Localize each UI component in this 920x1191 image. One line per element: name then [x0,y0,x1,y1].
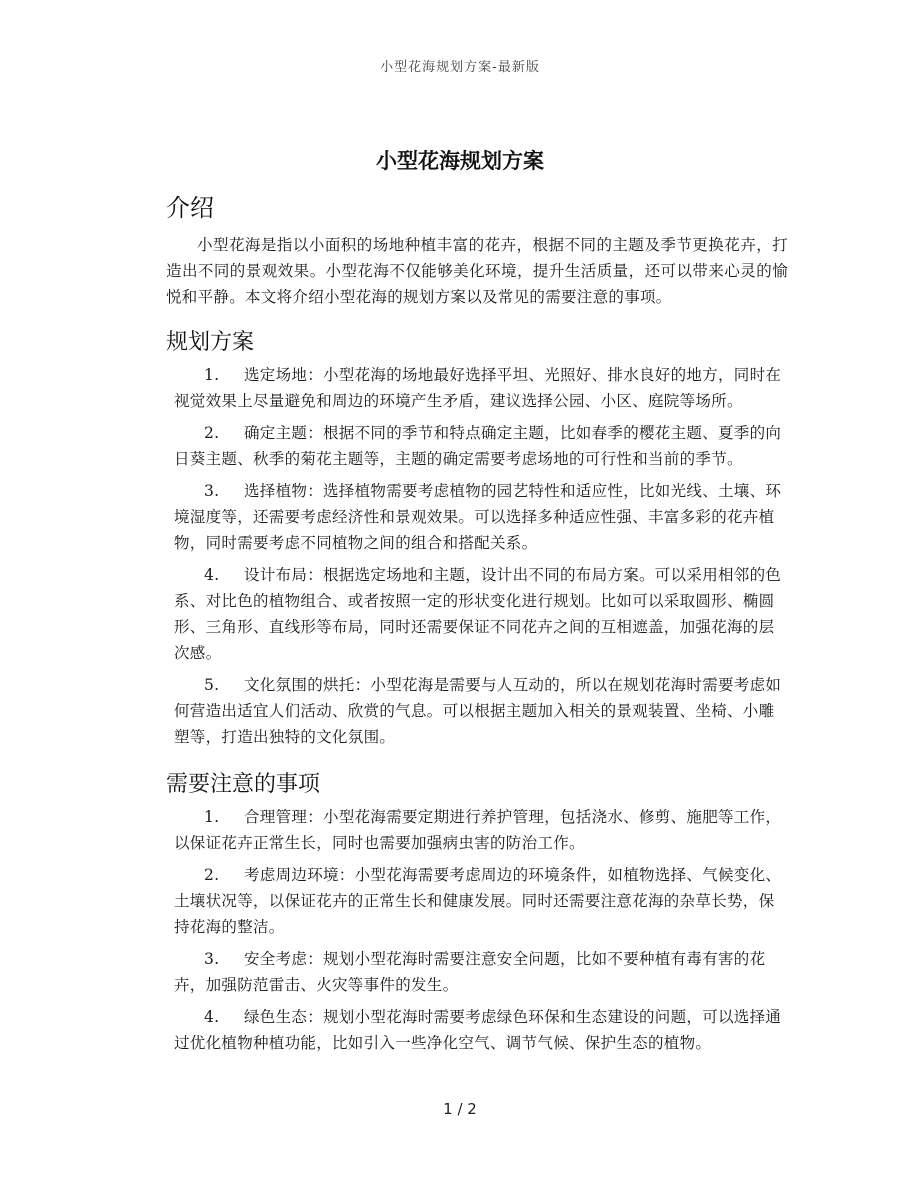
list-text: 确定主题：根据不同的季节和特点确定主题，比如春季的樱花主题、夏季的向日葵主题、秋季的菊花主题等，主题的确定需要考虑场地的可行性和当前的季节。 [174,424,782,468]
list-number: 3. [204,482,220,500]
list-item [174,420,788,472]
list-number: 3. [204,950,220,968]
list-item [174,1004,788,1056]
list-text: 考虑周边环境：小型花海需要考虑周边的环境条件，如植物选择、气候变化、土壤状况等，以保证花卉的正常生长和健康发展。同时还需要注意花海的杂草长势，保持花海的整洁。 [174,866,782,936]
list-text: 合理管理：小型花海需要定期进行养护管理，包括浇水、修剪、施肥等工作，以保证花卉正常生长，同时也需要加强病虫害的防治工作。 [174,808,782,852]
list-text: 文化氛围的烘托：小型花海是需要与人互动的，所以在规划花海时需要考虑如何营造出适宜人们活动、欣赏的气息。可以根据主题加入相关的景观装置、坐椅、小雕塑等，打造出独特的文化氛围。 [174,676,782,746]
notes-heading: 需要注意的事项 [166,772,321,797]
list-number: 1. [204,808,220,826]
plan-list [174,362,788,750]
plan-heading: 规划方案 [166,330,255,355]
list-number: 2. [204,866,220,884]
notes-list [174,804,788,1056]
list-text: 选定场地：小型花海的场地最好选择平坦、光照好、排水良好的地方，同时在视觉效果上尽量避免和周边的环境产生矛盾，建议选择公园、小区、庭院等场所。 [174,366,782,410]
running-header: 小型花海规划方案-最新版 [380,60,540,75]
document-body [166,192,788,1062]
list-text: 绿色生态：规划小型花海时需要考虑绿色环保和生态建设的问题，可以选择通过优化植物种植功能，比如引入一些净化空气、调节气候、保护生态的植物。 [174,1008,782,1052]
list-item [174,946,788,998]
list-number: 4. [204,1008,220,1026]
intro-paragraph: 小型花海是指以小面积的场地种植丰富的花卉，根据不同的主题及季节更换花卉，打造出不同的景观效果。小型花海不仅能够美化环境，提升生活质量，还可以带来心灵的愉悦和平静。本文将介绍小型花海的规划方案以及常见的需要注意的事项。 [166,236,788,306]
list-item [174,804,788,856]
list-text: 安全考虑：规划小型花海时需要注意安全问题，比如不要种植有毒有害的花卉，加强防范雷击、火灾等事件的发生。 [174,950,766,994]
section-spacer [166,756,788,770]
list-item [174,672,788,750]
list-item [174,362,788,414]
intro-heading: 介绍 [166,194,214,222]
list-text: 设计布局：根据选定场地和主题，设计出不同的布局方案。可以采用相邻的色系、对比色的植物组合、或者按照一定的形状变化进行规划。比如可以采取圆形、椭圆形、三角形、直线形等布局，同时还需要保证不同花卉之间的互相遮盖，加强花海的层次感。 [174,566,782,662]
list-text: 选择植物：选择植物需要考虑植物的园艺特性和适应性，比如光线、土壤、环境湿度等，还需要考虑经济性和景观效果。可以选择多种适应性强、丰富多彩的花卉植物，同时需要考虑不同植物之间的组合和搭配关系。 [174,482,782,552]
list-number: 4. [204,566,220,584]
page-number: 1 / 2 [443,1100,477,1118]
list-item [174,478,788,556]
page-title: 小型花海规划方案 [376,149,544,173]
list-number: 1. [204,366,220,384]
list-number: 5. [204,676,220,694]
list-item [174,862,788,940]
list-item [174,562,788,666]
list-number: 2. [204,424,220,442]
